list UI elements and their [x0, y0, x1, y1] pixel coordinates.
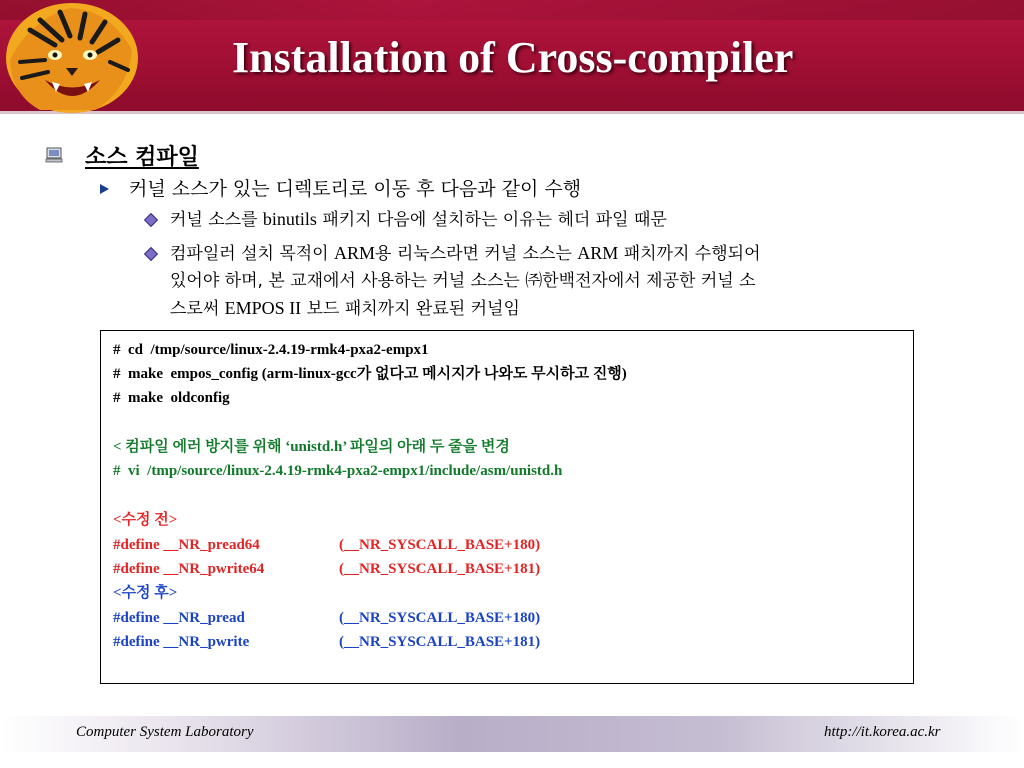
define-value: (__NR_SYSCALL_BASE+181)	[339, 634, 541, 650]
bullet-level2	[100, 174, 581, 201]
code-box	[100, 330, 914, 684]
define-line	[113, 631, 713, 653]
text-line: 있어야 하며, 본 교재에서 사용하는 커널 소스는 ㈜한백전자에서 제공한 커널 소	[170, 271, 756, 291]
bullet-level3-item	[146, 206, 970, 234]
triangle-bullet-icon	[100, 184, 109, 194]
text-segment: 컴파일러 설치 목적이	[170, 244, 335, 264]
define-line	[113, 534, 713, 556]
diamond-bullet-icon	[144, 213, 158, 227]
footer-url: http://it.korea.ac.kr	[824, 724, 941, 740]
define-value: (__NR_SYSCALL_BASE+180)	[339, 537, 541, 553]
code-line: # vi /tmp/source/linux-2.4.19-rmk4-pxa2-empx1/include/asm/unistd.h	[113, 463, 563, 479]
footer-lab-name: Computer System Laboratory	[76, 724, 254, 740]
code-line: # make empos_config (arm-linux-gcc가 없다고 메시지가 나와도 무시하고 진행)	[113, 366, 627, 382]
code-line: # make oldconfig	[113, 390, 230, 406]
text-segment: 용 리눅스라면 커널 소스는	[375, 244, 578, 264]
diamond-bullet-icon	[144, 247, 158, 261]
define-line	[113, 558, 713, 580]
header-top-stripe	[0, 0, 1024, 20]
text-segment: 패키지 다음에 설치하는 이유는 헤더 파일 때문	[316, 210, 667, 230]
bullet-level1-text: 소스 컴파일	[85, 144, 199, 170]
bullet-level2-text: 커널 소스가 있는 디렉토리로 이동 후 다음과 같이 수행	[129, 178, 582, 200]
text-segment: 보드 패치까지 완료된 커널임	[301, 299, 520, 319]
text-segment-latin: ARM	[577, 243, 619, 263]
bullet-level3-text	[170, 206, 970, 234]
text-line	[170, 295, 970, 323]
slide-title: Installation of Cross-compiler	[232, 33, 794, 82]
bullet-level3-item	[146, 240, 970, 323]
define-name: #define __NR_pwrite64	[113, 561, 265, 577]
text-segment: 커널 소스를	[170, 210, 263, 230]
text-segment-latin: ARM	[334, 243, 376, 263]
define-line	[113, 607, 713, 629]
tiger-head-logo	[0, 0, 140, 113]
define-name: #define __NR_pread64	[113, 537, 260, 553]
define-name: #define __NR_pread	[113, 610, 245, 626]
text-segment-latin: binutils	[262, 209, 317, 229]
define-value: (__NR_SYSCALL_BASE+181)	[339, 561, 541, 577]
bullet-level3-text	[170, 240, 970, 323]
text-segment: 패치까지 수행되어	[618, 244, 761, 264]
text-line	[170, 240, 970, 268]
code-line: # cd /tmp/source/linux-2.4.19-rmk4-pxa2-empx1	[113, 342, 429, 358]
text-segment: 스로써	[170, 299, 225, 319]
after-label: <수정 후>	[113, 585, 178, 601]
text-segment-latin: EMPOS II	[224, 298, 302, 318]
slide-footer	[0, 716, 1024, 752]
before-label: <수정 전>	[113, 512, 178, 528]
bullet-level1	[45, 140, 199, 170]
define-name: #define __NR_pwrite	[113, 634, 250, 650]
define-value: (__NR_SYSCALL_BASE+180)	[339, 610, 541, 626]
code-comment-line: < 컴파일 에러 방지를 위해 ‘unistd.h’ 파일의 아래 두 줄을 변경	[113, 439, 510, 455]
header-divider	[0, 111, 1024, 114]
computer-icon	[45, 146, 63, 164]
